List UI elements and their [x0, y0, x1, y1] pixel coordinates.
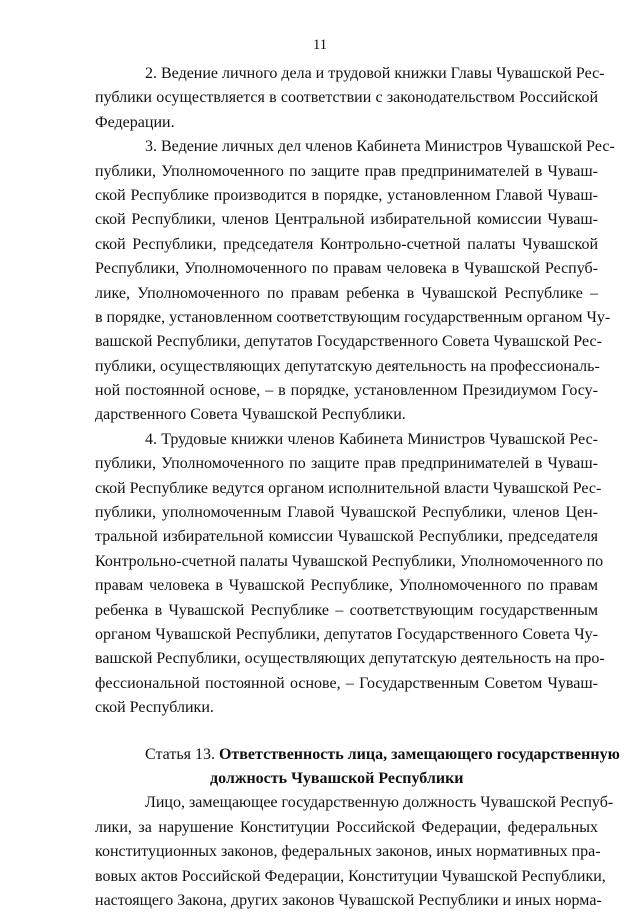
article-heading-line: [95, 767, 598, 791]
paragraph-line: Лицо, замещающее государственную должность Чувашской Респуб-: [145, 794, 614, 812]
paragraph-line: тральной избирательной комиссии Чувашской Республики, председателя: [95, 528, 598, 546]
paragraph-line: органом Чувашской Республики, депутатов Государственного Совета Чу-: [95, 625, 598, 643]
paragraph-line: дарственного Совета Чувашской Республики.: [95, 406, 406, 424]
paragraph-line: конституционных законов, федеральных законов, иных нормативных пра-: [95, 843, 601, 861]
section-spacer: [95, 721, 598, 743]
paragraph-line: Федерации.: [95, 113, 175, 131]
paragraph-line: 4. Трудовые книжки членов Кабинета Министров Чувашской Рес-: [145, 430, 598, 448]
document-body: [95, 62, 620, 913]
paragraph-line: Контрольно-счетной палаты Чувашской Республики, Уполномоченного по: [95, 552, 604, 570]
article-title: Ответственность лица, замещающего государственную: [218, 745, 620, 763]
paragraph-line: вашской Республики, осуществляющих депутатскую деятельность на про-: [95, 650, 605, 668]
paragraph-line: ской Республики, председателя Контрольно-счетной палаты Чувашской: [95, 235, 598, 253]
paragraph-line: настоящего Закона, других законов Чувашской Республики и иных норма-: [95, 891, 602, 909]
paragraph-line: 3. Ведение личных дел членов Кабинета Министров Чувашской Рес-: [145, 138, 615, 156]
page-number: 11: [313, 37, 327, 53]
paragraph-line: фессиональной постоянной основе, – Государственным Советом Чуваш-: [95, 674, 598, 692]
paragraph-line: ской Республике производится в порядке, установленном Главой Чуваш-: [95, 186, 598, 204]
article-paragraph: [95, 791, 614, 913]
paragraph-line: публики, Уполномоченного по защите прав предпринимателей в Чуваш-: [95, 162, 598, 180]
paragraph-line: вовых актов Российской Федерации, Конституции Чувашской Республики,: [95, 867, 606, 885]
paragraph-line: ребенка в Чувашской Республике – соответствующим государственным: [95, 601, 598, 619]
article-heading: [95, 743, 620, 792]
paragraph-2: [95, 62, 605, 135]
paragraph-line: ской Республике ведутся органом исполнительной власти Чувашской Рес-: [95, 479, 602, 497]
paragraph-line: в порядке, установленном соответствующим государственным органом Чу-: [95, 308, 611, 326]
paragraph-line: публики осуществляется в соответствии с законодательством Российской: [95, 89, 598, 107]
article-title-continued: должность Чувашской Республики: [210, 769, 464, 787]
paragraph-line: Республики, Уполномоченного по правам человека в Чувашской Респуб-: [95, 260, 598, 278]
paragraph-4: [95, 428, 605, 721]
paragraph-line: правам человека в Чувашской Республике, Уполномоченного по правам: [95, 577, 598, 595]
paragraph-line: публики, Уполномоченного по защите прав предпринимателей в Чуваш-: [95, 455, 598, 473]
paragraph-line: публики, осуществляющих депутатскую деятельность на профессиональ-: [95, 357, 600, 375]
paragraph-line: 2. Ведение личного дела и трудовой книжки Главы Чувашской Рес-: [145, 65, 605, 82]
paragraph-line: ской Республики.: [95, 699, 214, 717]
article-number: Статья 13.: [145, 745, 219, 763]
paragraph-line: вашской Республики, депутатов Государственного Совета Чувашской Рес-: [95, 333, 602, 351]
paragraph-line: публики, уполномоченным Главой Чувашской Республики, членов Цен-: [95, 504, 598, 522]
paragraph-line: лики, за нарушение Конституции Российской Федерации, федеральных: [95, 818, 598, 836]
article-heading-line: [95, 743, 620, 767]
paragraph-line: ной постоянной основе, – в порядке, установленном Президиумом Госу-: [95, 382, 598, 400]
paragraph-line: лике, Уполномоченного по правам ребенка в Чувашской Республике –: [95, 284, 598, 302]
paragraph-3: [95, 135, 615, 428]
paragraph-line: ской Республики, членов Центральной избирательной комиссии Чуваш-: [95, 211, 598, 229]
